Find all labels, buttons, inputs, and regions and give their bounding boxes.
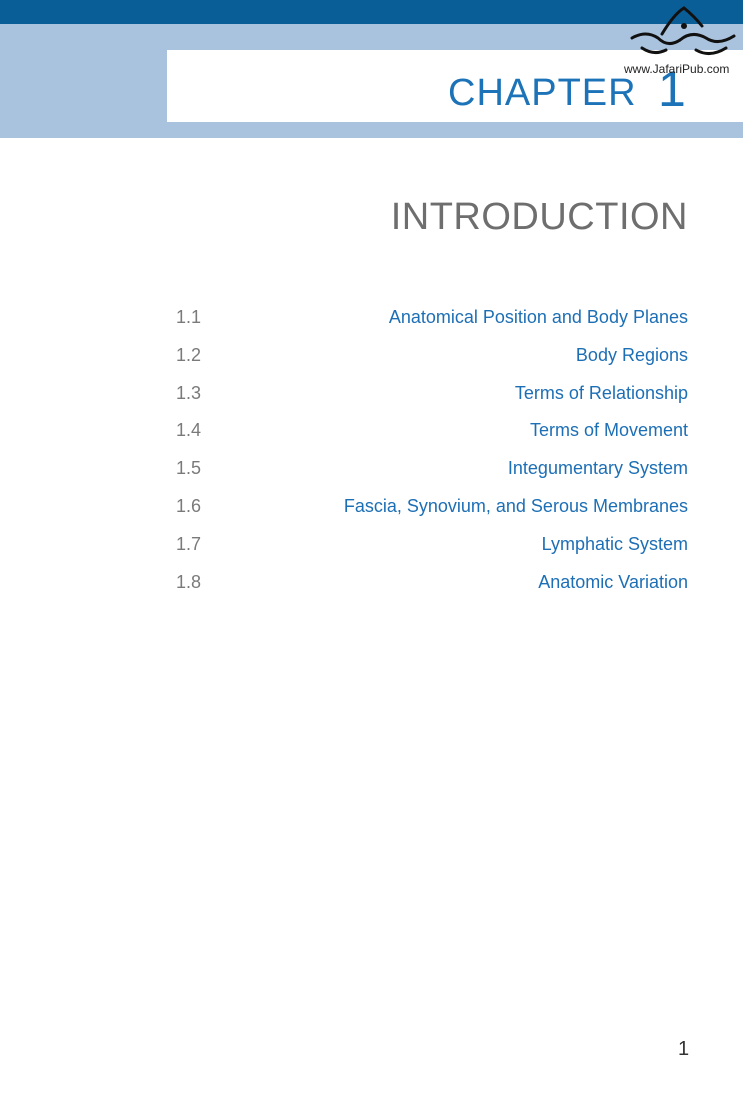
toc-row	[0, 336, 743, 374]
toc-row	[0, 563, 743, 601]
toc-link[interactable]: Anatomical Position and Body Planes	[388, 307, 688, 327]
publisher-logo-icon	[622, 4, 740, 62]
table-of-contents	[0, 298, 743, 600]
publisher-url[interactable]: www.JafariPub.com	[624, 62, 730, 76]
toc-link[interactable]: Anatomic Variation	[538, 571, 688, 592]
toc-row	[0, 487, 743, 525]
toc-row	[0, 411, 743, 449]
toc-link[interactable]: Fascia, Synovium, and Serous Membranes	[343, 495, 688, 516]
section-title: INTRODUCTION	[390, 196, 688, 238]
page-number: 1	[678, 1038, 690, 1060]
chapter-label: CHAPTER	[448, 72, 637, 114]
chapter-number: 1	[658, 61, 686, 117]
toc-row	[0, 374, 743, 412]
toc-link[interactable]: Terms of Movement	[529, 420, 688, 441]
toc-link[interactable]: Body Regions	[575, 344, 688, 365]
toc-number: 1.4	[176, 420, 202, 441]
toc-number: 1.5	[176, 458, 202, 479]
toc-row	[0, 298, 743, 336]
toc-number: 1.6	[176, 495, 202, 516]
toc-number: 1.7	[176, 533, 202, 554]
toc-number: 1.3	[176, 382, 202, 403]
toc-link[interactable]: Lymphatic System	[541, 533, 688, 554]
toc-link[interactable]: Terms of Relationship	[514, 382, 688, 403]
toc-row	[0, 449, 743, 487]
toc-number: 1.1	[176, 307, 202, 327]
toc-link[interactable]: Integumentary System	[507, 458, 688, 479]
toc-number: 1.8	[176, 571, 202, 592]
toc-number: 1.2	[176, 344, 202, 365]
toc-row	[0, 525, 743, 563]
